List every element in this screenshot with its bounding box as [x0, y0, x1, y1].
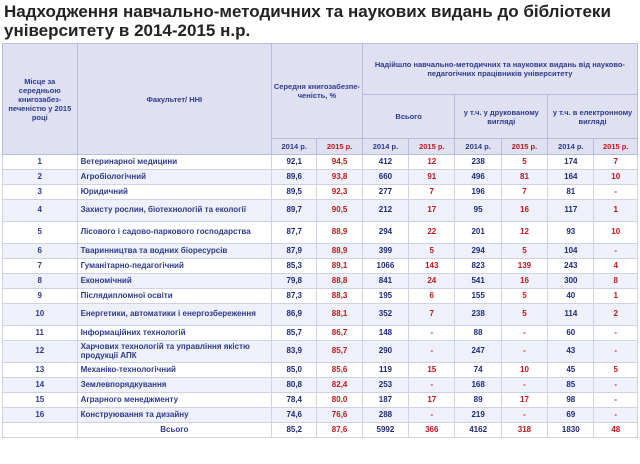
- electronic-2014-cell: 69: [548, 408, 594, 423]
- total-rank-cell: [3, 423, 78, 438]
- print-2014-cell: 238: [455, 155, 501, 170]
- rank-cell: 6: [3, 244, 78, 259]
- all-2014-cell: 288: [362, 408, 408, 423]
- all-2014-cell: 195: [362, 289, 408, 304]
- electronic-2014-cell: 81: [548, 185, 594, 200]
- all-2015-cell: 17: [409, 200, 455, 222]
- table-row: [3, 393, 638, 408]
- avg-2015-cell: 94,5: [317, 155, 362, 170]
- print-2014-cell: 74: [455, 363, 501, 378]
- avg-2015-cell: 76,6: [317, 408, 362, 423]
- electronic-2015-cell: -: [594, 378, 638, 393]
- electronic-2015-cell: 1: [594, 289, 638, 304]
- print-2015-cell: 16: [501, 274, 547, 289]
- faculty-cell: Лісового і садово-паркового господарства: [77, 222, 272, 244]
- avg-2015-cell: 88,3: [317, 289, 362, 304]
- print-2014-cell: 294: [455, 244, 501, 259]
- faculty-cell: Економічний: [77, 274, 272, 289]
- faculty-cell: Юридичний: [77, 185, 272, 200]
- total-electronic-2014-cell: 1830: [548, 423, 594, 438]
- print-2014-cell: 89: [455, 393, 501, 408]
- table-row: [3, 155, 638, 170]
- avg-2014-cell: 74,6: [272, 408, 317, 423]
- total-electronic-2015-cell: 48: [594, 423, 638, 438]
- faculty-cell: Механіко-технологічний: [77, 363, 272, 378]
- header-all-2014: 2014 р.: [362, 139, 408, 155]
- all-2015-cell: -: [409, 408, 455, 423]
- table-row: [3, 304, 638, 326]
- all-2014-cell: 352: [362, 304, 408, 326]
- avg-2014-cell: 85,7: [272, 326, 317, 341]
- all-2015-cell: 24: [409, 274, 455, 289]
- header-electronic: у т.ч. в електронному вигляді: [548, 95, 638, 139]
- all-2015-cell: 5: [409, 244, 455, 259]
- avg-2015-cell: 93,8: [317, 170, 362, 185]
- electronic-2015-cell: -: [594, 341, 638, 363]
- avg-2015-cell: 88,1: [317, 304, 362, 326]
- rank-cell: 3: [3, 185, 78, 200]
- header-avg-2015: 2015 р.: [317, 139, 362, 155]
- all-2014-cell: 148: [362, 326, 408, 341]
- print-2014-cell: 168: [455, 378, 501, 393]
- header-rank: Місце за середньою книгозабез-печеністю у 2015 році: [3, 44, 78, 155]
- print-2015-cell: 81: [501, 170, 547, 185]
- print-2014-cell: 201: [455, 222, 501, 244]
- table-row: [3, 170, 638, 185]
- avg-2015-cell: 85,7: [317, 341, 362, 363]
- electronic-2015-cell: -: [594, 408, 638, 423]
- print-2015-cell: -: [501, 326, 547, 341]
- all-2015-cell: -: [409, 341, 455, 363]
- total-all-2015-cell: 366: [409, 423, 455, 438]
- all-2015-cell: -: [409, 378, 455, 393]
- print-2015-cell: 5: [501, 289, 547, 304]
- header-faculty: Факультет/ ННІ: [77, 44, 272, 155]
- all-2015-cell: 143: [409, 259, 455, 274]
- all-2014-cell: 660: [362, 170, 408, 185]
- total-avg-2015-cell: 87,6: [317, 423, 362, 438]
- header-electronic-2014: 2014 р.: [548, 139, 594, 155]
- avg-2014-cell: 79,8: [272, 274, 317, 289]
- avg-2014-cell: 89,6: [272, 170, 317, 185]
- print-2015-cell: -: [501, 408, 547, 423]
- print-2015-cell: 5: [501, 155, 547, 170]
- rank-cell: 2: [3, 170, 78, 185]
- header-avg-2014: 2014 р.: [272, 139, 317, 155]
- avg-2015-cell: 88,9: [317, 244, 362, 259]
- electronic-2015-cell: -: [594, 244, 638, 259]
- avg-2014-cell: 85,0: [272, 363, 317, 378]
- all-2014-cell: 1066: [362, 259, 408, 274]
- print-2015-cell: 12: [501, 222, 547, 244]
- electronic-2014-cell: 45: [548, 363, 594, 378]
- electronic-2015-cell: 7: [594, 155, 638, 170]
- table-row: [3, 259, 638, 274]
- avg-2014-cell: 87,7: [272, 222, 317, 244]
- electronic-2014-cell: 164: [548, 170, 594, 185]
- header-print: у т.ч. у друкованому вигляді: [455, 95, 548, 139]
- rank-cell: 13: [3, 363, 78, 378]
- electronic-2015-cell: 10: [594, 170, 638, 185]
- print-2014-cell: 238: [455, 304, 501, 326]
- rank-cell: 14: [3, 378, 78, 393]
- all-2015-cell: -: [409, 326, 455, 341]
- print-2015-cell: 7: [501, 185, 547, 200]
- electronic-2015-cell: 5: [594, 363, 638, 378]
- faculty-cell: Аграрного менеджменту: [77, 393, 272, 408]
- avg-2014-cell: 92,1: [272, 155, 317, 170]
- all-2015-cell: 7: [409, 304, 455, 326]
- rank-cell: 8: [3, 274, 78, 289]
- header-all-2015: 2015 р.: [409, 139, 455, 155]
- faculty-cell: Тваринництва та водних біоресурсів: [77, 244, 272, 259]
- faculty-cell: Харчових технологій та управління якістю продукції АПК: [77, 341, 272, 363]
- print-2014-cell: 196: [455, 185, 501, 200]
- header-received: Надійшло навчально-методичних та наукових видань від науково-педагогічних працівників університету: [362, 44, 637, 95]
- all-2014-cell: 412: [362, 155, 408, 170]
- all-2015-cell: 15: [409, 363, 455, 378]
- faculty-cell: Післядипломної освіти: [77, 289, 272, 304]
- all-2014-cell: 253: [362, 378, 408, 393]
- header-print-2015: 2015 р.: [501, 139, 547, 155]
- avg-2015-cell: 89,1: [317, 259, 362, 274]
- all-2015-cell: 91: [409, 170, 455, 185]
- electronic-2015-cell: -: [594, 185, 638, 200]
- rank-cell: 1: [3, 155, 78, 170]
- avg-2015-cell: 88,8: [317, 274, 362, 289]
- print-2015-cell: 10: [501, 363, 547, 378]
- table-row: [3, 289, 638, 304]
- avg-2015-cell: 92,3: [317, 185, 362, 200]
- print-2014-cell: 247: [455, 341, 501, 363]
- rank-cell: 12: [3, 341, 78, 363]
- rank-cell: 5: [3, 222, 78, 244]
- table-row: [3, 363, 638, 378]
- header-avg: Середня книгозабезпе-ченість, %: [272, 44, 363, 139]
- electronic-2015-cell: -: [594, 326, 638, 341]
- table-row: [3, 244, 638, 259]
- faculty-cell: Ветеринарної медицини: [77, 155, 272, 170]
- header-electronic-2015: 2015 р.: [594, 139, 638, 155]
- faculty-cell: Енергетики, автоматики і енергозбереження: [77, 304, 272, 326]
- electronic-2014-cell: 60: [548, 326, 594, 341]
- table-row: [3, 341, 638, 363]
- page-title: Надходження навчально-методичних та наукових видань до бібліотеки університету в 2014-2015 н.р.: [4, 2, 611, 40]
- electronic-2015-cell: 8: [594, 274, 638, 289]
- rank-cell: 4: [3, 200, 78, 222]
- all-2015-cell: 22: [409, 222, 455, 244]
- table-row: [3, 274, 638, 289]
- print-2014-cell: 219: [455, 408, 501, 423]
- avg-2014-cell: 80,8: [272, 378, 317, 393]
- table-row: [3, 408, 638, 423]
- avg-2014-cell: 85,3: [272, 259, 317, 274]
- electronic-2014-cell: 43: [548, 341, 594, 363]
- avg-2015-cell: 85,6: [317, 363, 362, 378]
- electronic-2015-cell: 4: [594, 259, 638, 274]
- faculty-cell: Конструювання та дизайну: [77, 408, 272, 423]
- print-2015-cell: 16: [501, 200, 547, 222]
- rank-cell: 15: [3, 393, 78, 408]
- print-2014-cell: 541: [455, 274, 501, 289]
- electronic-2014-cell: 98: [548, 393, 594, 408]
- print-2014-cell: 95: [455, 200, 501, 222]
- print-2015-cell: 5: [501, 244, 547, 259]
- all-2014-cell: 277: [362, 185, 408, 200]
- all-2014-cell: 187: [362, 393, 408, 408]
- electronic-2014-cell: 243: [548, 259, 594, 274]
- total-print-2015-cell: 318: [501, 423, 547, 438]
- rank-cell: 9: [3, 289, 78, 304]
- total-avg-2014-cell: 85,2: [272, 423, 317, 438]
- print-2015-cell: -: [501, 341, 547, 363]
- avg-2014-cell: 89,5: [272, 185, 317, 200]
- rank-cell: 7: [3, 259, 78, 274]
- all-2014-cell: 119: [362, 363, 408, 378]
- all-2015-cell: 7: [409, 185, 455, 200]
- all-2014-cell: 212: [362, 200, 408, 222]
- avg-2015-cell: 88,9: [317, 222, 362, 244]
- all-2015-cell: 12: [409, 155, 455, 170]
- table-row: [3, 378, 638, 393]
- print-2015-cell: 17: [501, 393, 547, 408]
- electronic-2015-cell: 2: [594, 304, 638, 326]
- all-2014-cell: 294: [362, 222, 408, 244]
- all-2015-cell: 17: [409, 393, 455, 408]
- avg-2014-cell: 83,9: [272, 341, 317, 363]
- avg-2015-cell: 82,4: [317, 378, 362, 393]
- print-2014-cell: 496: [455, 170, 501, 185]
- electronic-2014-cell: 117: [548, 200, 594, 222]
- all-2014-cell: 841: [362, 274, 408, 289]
- rank-cell: 16: [3, 408, 78, 423]
- faculty-cell: Захисту рослин, біотехнологій та екології: [77, 200, 272, 222]
- faculty-cell: Агробіологічний: [77, 170, 272, 185]
- avg-2015-cell: 90,5: [317, 200, 362, 222]
- avg-2014-cell: 87,3: [272, 289, 317, 304]
- total-label-cell: Всього: [77, 423, 272, 438]
- avg-2014-cell: 78,4: [272, 393, 317, 408]
- total-all-2014-cell: 5992: [362, 423, 408, 438]
- header-print-2014: 2014 р.: [455, 139, 501, 155]
- table-row: [3, 222, 638, 244]
- avg-2014-cell: 89,7: [272, 200, 317, 222]
- electronic-2014-cell: 93: [548, 222, 594, 244]
- total-print-2014-cell: 4162: [455, 423, 501, 438]
- faculty-cell: Інформаційних технологій: [77, 326, 272, 341]
- electronic-2015-cell: 10: [594, 222, 638, 244]
- print-2014-cell: 155: [455, 289, 501, 304]
- all-2014-cell: 399: [362, 244, 408, 259]
- table-row: [3, 200, 638, 222]
- rank-cell: 10: [3, 304, 78, 326]
- electronic-2014-cell: 174: [548, 155, 594, 170]
- electronic-2014-cell: 104: [548, 244, 594, 259]
- print-2015-cell: -: [501, 378, 547, 393]
- avg-2014-cell: 87,9: [272, 244, 317, 259]
- avg-2015-cell: 86,7: [317, 326, 362, 341]
- total-row: [3, 423, 638, 438]
- print-2014-cell: 88: [455, 326, 501, 341]
- electronic-2014-cell: 85: [548, 378, 594, 393]
- faculty-cell: Землевпорядкування: [77, 378, 272, 393]
- table-row: [3, 185, 638, 200]
- faculty-cell: Гуманітарно-педагогічний: [77, 259, 272, 274]
- table-row: [3, 326, 638, 341]
- all-2015-cell: 6: [409, 289, 455, 304]
- acquisitions-table: [2, 43, 638, 438]
- electronic-2014-cell: 300: [548, 274, 594, 289]
- electronic-2015-cell: 1: [594, 200, 638, 222]
- print-2015-cell: 5: [501, 304, 547, 326]
- avg-2015-cell: 80,0: [317, 393, 362, 408]
- electronic-2014-cell: 40: [548, 289, 594, 304]
- rank-cell: 11: [3, 326, 78, 341]
- all-2014-cell: 290: [362, 341, 408, 363]
- print-2015-cell: 139: [501, 259, 547, 274]
- print-2014-cell: 823: [455, 259, 501, 274]
- header-all: Всього: [362, 95, 455, 139]
- electronic-2014-cell: 114: [548, 304, 594, 326]
- electronic-2015-cell: -: [594, 393, 638, 408]
- avg-2014-cell: 86,9: [272, 304, 317, 326]
